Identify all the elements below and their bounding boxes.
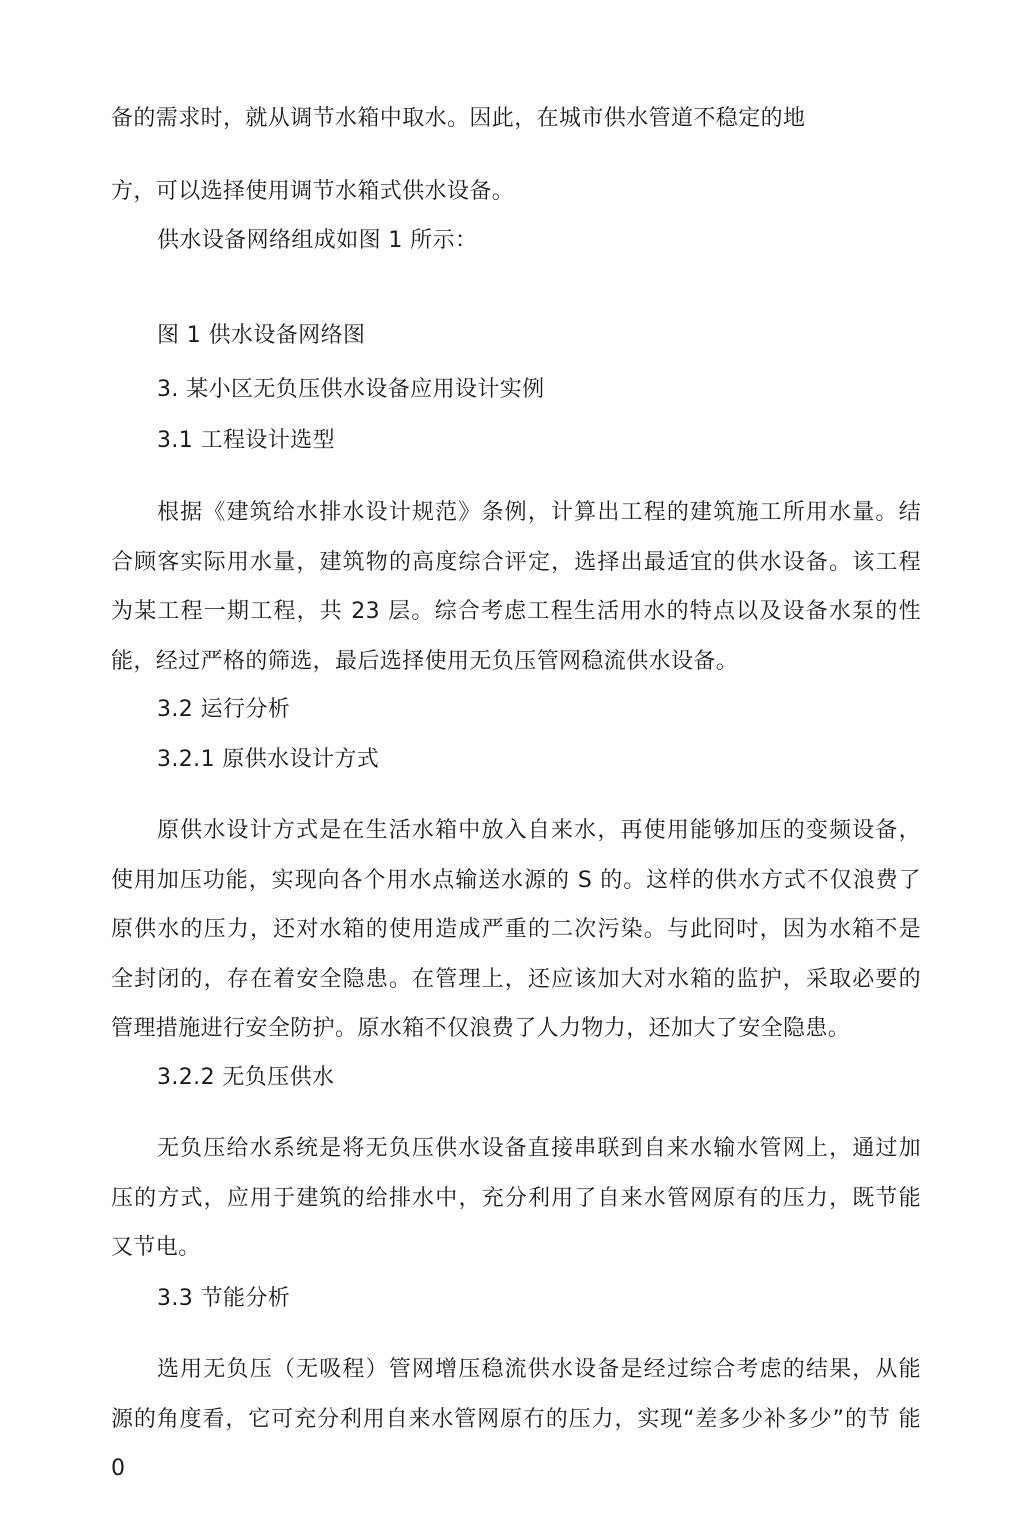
subsubsection-heading-orig: 3.2.1 原供水设计方式 bbox=[157, 747, 380, 772]
text-line-2: 方，可以选择使用调节水箱式供水设备。 bbox=[111, 179, 515, 204]
text-line-3: 供水设备网络组成如图 1 所示： bbox=[157, 228, 478, 253]
paragraph-nonneg: 无负压给水系统是将无负压供水设备直接串联到自来水输水管网上，通过加 压的方式，应用于建筑的给排水中，充分利用了自来水管网原有的压力，既节能 又节电。 bbox=[111, 1136, 921, 1260]
section-heading: 3. 某小区无负压供水设备应用设计实例 bbox=[157, 377, 545, 402]
figure-caption: 图 1 供水设备网络图 bbox=[157, 323, 366, 348]
paragraph-energy: 选用无负压（无吸程）管网增压稳流供水设备是经过综合考虑的结果，从能 源的角度看，它可充分利用自来水管网原冇的压力，实现“差多少补多少”的节 能 0 bbox=[111, 1357, 921, 1481]
subsection-heading-design: 3.1 工程设计选型 bbox=[157, 428, 335, 453]
subsection-heading-run: 3.2 运行分析 bbox=[157, 697, 291, 722]
text-line-1: 备的需求时，就从调节水箱中取水。因此，在城市供水管道不稳定的地 bbox=[111, 106, 806, 131]
subsubsection-heading-nonneg: 3.2.2 无负压供水 bbox=[157, 1065, 335, 1090]
subsection-heading-energy: 3.3 节能分析 bbox=[157, 1286, 291, 1311]
paragraph-design: 根据《建筑给水排水设计规范》条例，计算出工程的建筑施工所用水量。结 合顾客实际用水量，建筑物的高度综合评定，选择出最适宜的供水设备。该工程 为某工程一期工程，共 23 层。综合考虑工程生活用水的特点以及设备水泵的性 能，经过严格的筛选，最后选择使用无负压管网稳流供水设备。 bbox=[111, 500, 921, 674]
paragraph-orig: 原供水设计方式是在生活水箱中放入自来水，再使用能够加压的变频设备， 使用加压功能，实现向各个用水点输送水源的 S 的。这样的供水方式不仅浪费了 原供水的压力，还对水箱的使用造成严重的二次污染。与此冏吋，因为水箱不是 全封闭的，存在着安全隐患。在管理上，还应该加大对水箱的监护，采取必要的 管理措施进行安全防护。原水箱不仅浪费了人力物力，还加大了安全隐患。 bbox=[111, 818, 921, 1041]
